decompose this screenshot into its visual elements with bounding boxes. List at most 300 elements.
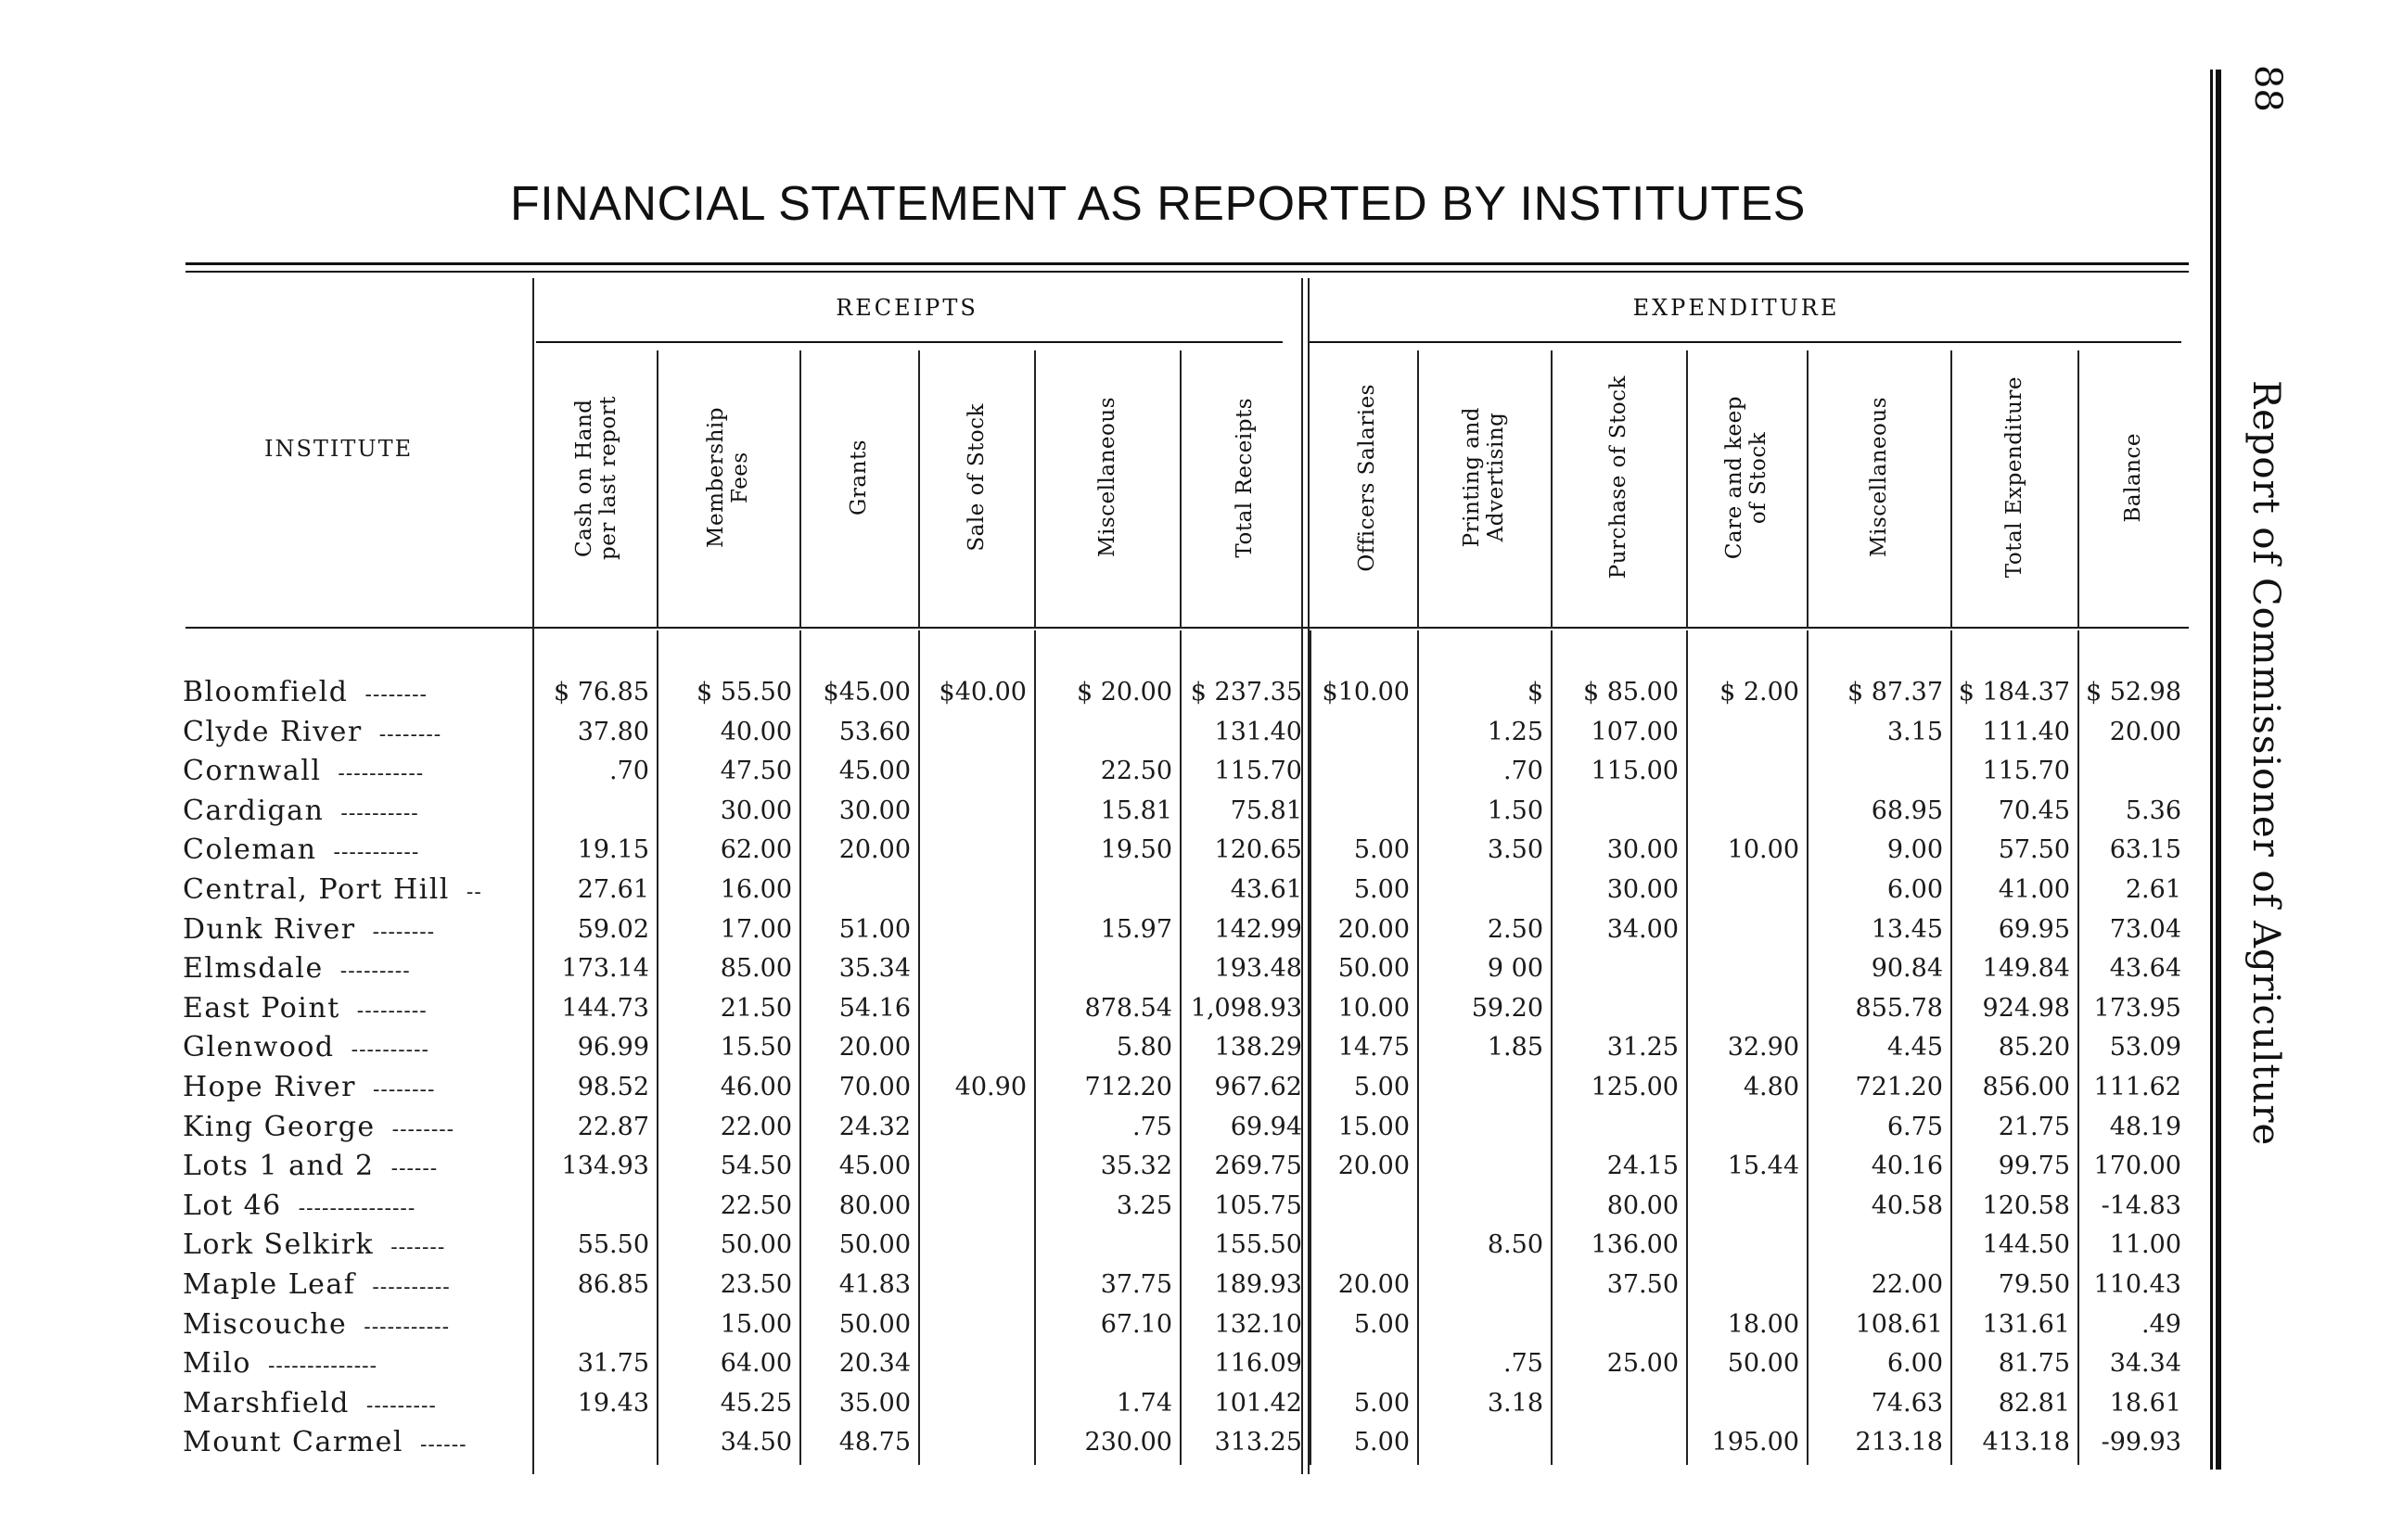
officers-salaries-cell: 5.00 [1353, 875, 1410, 904]
table-row [0, 1225, 2226, 1265]
total-receipts-cell: 101.42 [1214, 1388, 1302, 1418]
dot-leader: ---------- [364, 1276, 451, 1299]
total-expenditure-cell: 57.50 [1998, 835, 2070, 865]
purchase-of-stock-cell: 136.00 [1591, 1230, 1679, 1260]
balance-cell: 20.00 [2109, 717, 2181, 746]
care-keep-stock-cell [1686, 751, 1807, 791]
expenditure-miscellaneous-cell: 22.00 [1871, 1270, 1943, 1299]
balance-cell: 34.34 [2109, 1349, 2181, 1379]
institute-name [183, 712, 530, 755]
printing-advertising-cell: 2.50 [1487, 914, 1543, 944]
care-keep-stock-cell [1686, 948, 1807, 988]
expenditure-miscellaneous-cell: 213.18 [1855, 1428, 1943, 1457]
table-row [0, 1067, 2226, 1107]
table-row [0, 1305, 2226, 1344]
table-row [0, 910, 2226, 949]
header-divider [1950, 350, 1952, 629]
institute-name [183, 948, 530, 991]
receipts-miscellaneous-cell: 67.10 [1100, 1309, 1172, 1339]
sale-of-stock-cell [918, 1265, 1034, 1305]
table-row [0, 1186, 2226, 1226]
column-header-label: Membership Fees [704, 407, 752, 548]
total-expenditure-cell: 413.18 [1982, 1428, 2070, 1457]
total-receipts-cell: 131.40 [1214, 717, 1302, 746]
receipts-group-header: RECEIPTS [836, 295, 978, 321]
total-expenditure-cell: 149.84 [1982, 954, 2070, 984]
header-bottom-rule [185, 627, 2189, 629]
membership-fees-cell: 16.00 [720, 875, 792, 904]
expenditure-miscellaneous-header [1807, 352, 1950, 603]
membership-fees-cell: 22.00 [720, 1112, 792, 1141]
expenditure-miscellaneous-cell: 721.20 [1855, 1073, 1943, 1101]
total-expenditure-cell: 79.50 [1998, 1270, 2070, 1299]
care-keep-stock-cell: 50.00 [1727, 1349, 1799, 1379]
sale-of-stock-cell [918, 1225, 1034, 1265]
cash-on-hand-cell: 96.99 [577, 1033, 649, 1063]
purchase-of-stock-cell [1551, 791, 1686, 831]
side-heading: Report of Commissioner of Agriculture [2244, 380, 2287, 1147]
dot-leader: ------- [383, 1236, 446, 1260]
printing-advertising-cell: $ [1527, 678, 1543, 706]
table-row [0, 791, 2226, 831]
receipts-underline [536, 341, 1283, 343]
purchase-of-stock-cell: $ 85.00 [1582, 678, 1679, 706]
header-divider [2077, 350, 2079, 629]
printing-advertising-cell [1417, 870, 1551, 910]
balance-cell: 5.36 [2125, 795, 2181, 825]
sale-of-stock-cell [918, 1343, 1034, 1383]
printing-advertising-cell [1417, 1107, 1551, 1147]
table-row [0, 1422, 2226, 1462]
purchase-of-stock-cell [1551, 988, 1686, 1028]
institute-name-text: Miscouche [183, 1307, 348, 1341]
purchase-of-stock-cell [1551, 1422, 1686, 1462]
officers-salaries-cell [1317, 791, 1417, 831]
institute-name [183, 672, 530, 715]
dot-leader: -------- [371, 722, 442, 746]
expenditure-miscellaneous-cell: 108.61 [1855, 1309, 1943, 1339]
balance-cell: $ 52.98 [2085, 678, 2181, 706]
expenditure-miscellaneous-cell: 13.45 [1871, 914, 1943, 944]
balance-cell: 43.64 [2109, 954, 2181, 984]
purchase-of-stock-cell: 80.00 [1606, 1190, 1679, 1220]
expenditure-miscellaneous-cell: 6.00 [1886, 875, 1943, 904]
grants-cell: 45.00 [838, 1152, 911, 1181]
receipts-miscellaneous-cell: 15.81 [1100, 795, 1172, 825]
sale-of-stock-cell [918, 870, 1034, 910]
expenditure-miscellaneous-cell: $ 87.37 [1847, 678, 1943, 706]
institute-name-text: Central, Port Hill [183, 873, 450, 906]
institute-name [183, 791, 530, 834]
cash-on-hand-cell: 86.85 [577, 1270, 649, 1299]
receipts-miscellaneous-cell: 22.50 [1100, 757, 1172, 786]
institute-name-text: Mount Carmel [183, 1426, 403, 1459]
receipts-miscellaneous-cell: 5.80 [1116, 1033, 1172, 1063]
purchase-of-stock-cell [1551, 1383, 1686, 1423]
table-row [0, 870, 2226, 910]
grants-cell: 20.34 [838, 1349, 911, 1379]
institute-name-text: Glenwood [183, 1031, 335, 1064]
printing-advertising-cell [1417, 1422, 1551, 1462]
institute-column-header: INSTITUTE [264, 436, 414, 462]
total-receipts-header [1180, 352, 1310, 603]
care-keep-stock-cell: 195.00 [1711, 1428, 1799, 1457]
sale-of-stock-cell [918, 948, 1034, 988]
dot-leader: ---------- [343, 1038, 429, 1063]
cash-on-hand-cell: .70 [609, 757, 649, 786]
printing-advertising-cell: 1.25 [1487, 717, 1543, 746]
dot-leader: -------- [357, 683, 428, 706]
dot-leader: ------ [413, 1433, 467, 1457]
grants-cell: 50.00 [838, 1230, 911, 1260]
grants-cell: $45.00 [823, 678, 911, 706]
sale-of-stock-cell [918, 1422, 1034, 1462]
balance-cell: 18.61 [2109, 1388, 2181, 1418]
institute-name-text: East Point [183, 991, 340, 1025]
header-divider [1686, 350, 1688, 629]
balance-cell: -14.83 [2101, 1190, 2181, 1220]
institute-name-text: Coleman [183, 834, 317, 867]
dot-leader: -------- [384, 1117, 455, 1141]
officers-salaries-cell [1317, 1225, 1417, 1265]
officers-salaries-cell: $10.00 [1322, 678, 1410, 706]
care-keep-stock-cell [1686, 1107, 1807, 1147]
sale-of-stock-cell [918, 712, 1034, 752]
receipts-miscellaneous-cell: .75 [1132, 1112, 1172, 1141]
printing-advertising-cell [1417, 1186, 1551, 1226]
membership-fees-cell: 34.50 [720, 1428, 792, 1457]
grants-cell: 45.00 [838, 757, 911, 786]
membership-fees-cell: 85.00 [720, 954, 792, 984]
balance-cell: 73.04 [2109, 914, 2181, 944]
institute-name [183, 988, 530, 1031]
column-header-label: Sale of Stock [964, 403, 989, 552]
sale-of-stock-cell [918, 830, 1034, 870]
sale-of-stock-cell [918, 910, 1034, 949]
receipts-miscellaneous-cell: 35.32 [1100, 1152, 1172, 1181]
purchase-of-stock-cell [1551, 1107, 1686, 1147]
institute-name-text: Marshfield [183, 1386, 350, 1419]
sale-of-stock-cell [918, 1146, 1034, 1186]
balance-cell: 111.62 [2093, 1073, 2181, 1101]
table-row [0, 1027, 2226, 1067]
receipts-miscellaneous-cell: 712.20 [1084, 1073, 1172, 1101]
sale-of-stock-cell [918, 1383, 1034, 1423]
printing-advertising-cell: 3.50 [1487, 835, 1543, 865]
dot-leader: -------- [364, 920, 436, 944]
cash-on-hand-cell [536, 1305, 657, 1344]
receipts-miscellaneous-cell: 230.00 [1084, 1428, 1172, 1457]
cash-on-hand-cell: 98.52 [577, 1073, 649, 1101]
membership-fees-cell: 50.00 [720, 1230, 792, 1260]
grants-cell: 41.83 [838, 1270, 911, 1299]
balance-cell: 173.95 [2093, 993, 2181, 1023]
officers-salaries-cell [1317, 751, 1417, 791]
care-keep-stock-cell: 4.80 [1743, 1073, 1799, 1101]
expenditure-underline [1310, 341, 2181, 343]
grants-cell: 35.00 [838, 1388, 911, 1418]
cash-on-hand-cell: 22.87 [577, 1112, 649, 1141]
header-divider [1180, 350, 1182, 629]
header-divider [1417, 350, 1419, 629]
care-keep-stock-cell [1686, 910, 1807, 949]
sale-of-stock-cell [918, 1305, 1034, 1344]
total-receipts-cell: 142.99 [1214, 914, 1302, 944]
total-receipts-cell: 313.25 [1214, 1428, 1302, 1457]
printing-advertising-cell [1417, 1067, 1551, 1107]
grants-cell: 20.00 [838, 1033, 911, 1063]
header-divider [799, 350, 801, 629]
expenditure-miscellaneous-cell: 6.75 [1886, 1112, 1943, 1141]
total-expenditure-cell: 111.40 [1982, 717, 2070, 746]
dot-leader: ----------- [330, 762, 425, 786]
dot-leader: --------------- [290, 1196, 416, 1220]
column-header-label: Officers Salaries [1355, 383, 1379, 572]
column-header-label: Miscellaneous [1866, 397, 1891, 558]
institute-name [183, 1383, 530, 1426]
sale-of-stock-cell [918, 988, 1034, 1028]
institute-name [183, 1027, 530, 1070]
grants-cell: 24.32 [838, 1112, 911, 1141]
purchase-of-stock-cell: 107.00 [1591, 717, 1679, 746]
membership-fees-header [657, 352, 799, 603]
table-row [0, 1146, 2226, 1186]
table-row [0, 830, 2226, 870]
care-keep-stock-cell [1686, 712, 1807, 752]
table-row [0, 712, 2226, 752]
dot-leader: ------ [383, 1157, 439, 1181]
header-divider [1807, 350, 1809, 629]
care-keep-stock-cell [1686, 870, 1807, 910]
printing-advertising-header [1417, 352, 1551, 603]
officers-salaries-cell: 5.00 [1353, 1073, 1410, 1101]
cash-on-hand-cell: 55.50 [577, 1230, 649, 1260]
expenditure-miscellaneous-cell: 90.84 [1871, 954, 1943, 984]
expenditure-miscellaneous-cell: 6.00 [1886, 1349, 1943, 1379]
header-divider [918, 350, 920, 629]
dot-leader: --------- [349, 999, 428, 1023]
expenditure-miscellaneous-cell: 9.00 [1886, 835, 1943, 865]
institute-name-text: King George [183, 1110, 376, 1143]
expenditure-miscellaneous-cell: 74.63 [1871, 1388, 1943, 1418]
membership-fees-cell: 21.50 [720, 993, 792, 1023]
membership-fees-cell: 64.00 [720, 1349, 792, 1379]
sale-of-stock-cell [918, 791, 1034, 831]
cash-on-hand-cell: 144.73 [561, 993, 649, 1023]
balance-cell: 63.15 [2109, 835, 2181, 865]
header-divider [1034, 350, 1036, 629]
total-receipts-cell: 43.61 [1230, 875, 1302, 904]
expenditure-miscellaneous-cell: 3.15 [1886, 717, 1943, 746]
page-number: 88 [2246, 65, 2289, 112]
institute-name [183, 1146, 530, 1189]
receipts-miscellaneous-cell [1034, 1343, 1180, 1383]
cash-on-hand-cell: 134.93 [561, 1152, 649, 1181]
cash-on-hand-cell: 173.14 [561, 954, 649, 984]
cash-on-hand-cell: $ 76.85 [553, 678, 649, 706]
officers-salaries-cell: 20.00 [1337, 1270, 1410, 1299]
grants-cell [799, 870, 918, 910]
expenditure-miscellaneous-cell [1807, 751, 1950, 791]
total-receipts-cell: 193.48 [1214, 954, 1302, 984]
institute-name-text: Milo [183, 1347, 251, 1381]
printing-advertising-cell [1417, 1305, 1551, 1344]
table-row [0, 672, 2226, 712]
institute-name-text: Hope River [183, 1071, 356, 1103]
table-top-rule [185, 262, 2189, 265]
dot-leader: --------- [332, 960, 411, 984]
printing-advertising-cell: 3.18 [1487, 1388, 1543, 1418]
membership-fees-cell: 15.50 [720, 1033, 792, 1063]
total-expenditure-cell: 82.81 [1998, 1388, 2070, 1418]
care-keep-stock-cell [1686, 1383, 1807, 1423]
receipts-miscellaneous-cell: 15.97 [1100, 914, 1172, 944]
sale-of-stock-header [918, 352, 1034, 603]
cash-on-hand-cell: 19.15 [577, 835, 649, 865]
cash-on-hand-cell: 59.02 [577, 914, 649, 944]
receipts-miscellaneous-cell [1034, 948, 1180, 988]
total-receipts-cell: 155.50 [1214, 1230, 1302, 1260]
care-keep-stock-cell [1686, 988, 1807, 1028]
grants-cell: 35.34 [838, 954, 911, 984]
printing-advertising-cell: 1.85 [1487, 1033, 1543, 1063]
cash-on-hand-cell: 37.80 [577, 717, 649, 746]
table-row [0, 1107, 2226, 1147]
care-keep-stock-cell: 18.00 [1727, 1309, 1799, 1339]
table-row [0, 948, 2226, 988]
printing-advertising-cell: 59.20 [1471, 993, 1543, 1023]
balance-header [2077, 352, 2189, 603]
institute-name [183, 1186, 530, 1228]
total-expenditure-cell: 144.50 [1982, 1230, 2070, 1260]
balance-cell: 2.61 [2125, 875, 2181, 904]
column-header-label: Miscellaneous [1094, 397, 1119, 558]
officers-salaries-cell: 10.00 [1337, 993, 1410, 1023]
expenditure-miscellaneous-cell: 40.16 [1871, 1152, 1943, 1181]
institute-name [183, 870, 530, 912]
column-header-label: Purchase of Stock [1606, 375, 1630, 579]
dot-leader: ----------- [326, 841, 420, 865]
grants-cell: 48.75 [838, 1428, 911, 1457]
table-top-rule-2 [185, 271, 2189, 273]
purchase-of-stock-cell: 34.00 [1606, 914, 1679, 944]
institute-name [183, 751, 530, 794]
officers-salaries-cell: 5.00 [1353, 835, 1410, 865]
grants-cell: 51.00 [838, 914, 911, 944]
total-receipts-cell: 1,098.93 [1190, 993, 1302, 1023]
page-title: FINANCIAL STATEMENT AS REPORTED BY INSTITUTES [510, 177, 1806, 231]
total-receipts-cell: 967.62 [1214, 1073, 1302, 1101]
table-row [0, 751, 2226, 791]
header-divider [1551, 350, 1553, 629]
total-expenditure-cell: 41.00 [1998, 875, 2070, 904]
grants-cell: 54.16 [838, 993, 911, 1023]
cash-on-hand-header [536, 352, 657, 603]
total-expenditure-cell: 924.98 [1982, 993, 2070, 1023]
expenditure-miscellaneous-cell: 68.95 [1871, 795, 1943, 825]
dot-leader: --------- [358, 1394, 437, 1418]
care-keep-stock-cell [1686, 1225, 1807, 1265]
total-expenditure-cell: 115.70 [1982, 757, 2070, 786]
balance-cell: -99.93 [2101, 1428, 2181, 1457]
dot-leader: ---------- [333, 801, 419, 825]
care-keep-stock-cell [1686, 1265, 1807, 1305]
dot-leader: -- [458, 881, 482, 904]
balance-cell: 48.19 [2109, 1112, 2181, 1141]
officers-salaries-cell: 5.00 [1353, 1388, 1410, 1418]
total-receipts-cell: 189.93 [1214, 1270, 1302, 1299]
expenditure-miscellaneous-cell [1807, 1225, 1950, 1265]
institute-name-text: Lork Selkirk [183, 1228, 375, 1262]
care-keep-stock-cell [1686, 791, 1807, 831]
printing-advertising-cell: 9 00 [1487, 954, 1543, 984]
institute-name [183, 1422, 530, 1465]
purchase-of-stock-cell: 31.25 [1606, 1033, 1679, 1063]
total-expenditure-cell: 85.20 [1998, 1033, 2070, 1063]
total-expenditure-header [1950, 352, 2077, 603]
table-row [0, 988, 2226, 1028]
expenditure-group-header: EXPENDITURE [1632, 295, 1840, 321]
purchase-of-stock-cell: 125.00 [1591, 1073, 1679, 1101]
membership-fees-cell: 47.50 [720, 757, 792, 786]
officers-salaries-cell [1317, 1343, 1417, 1383]
purchase-of-stock-header [1551, 352, 1686, 603]
purchase-of-stock-cell: 30.00 [1606, 835, 1679, 865]
purchase-of-stock-cell: 37.50 [1606, 1270, 1679, 1299]
receipts-miscellaneous-cell: 1.74 [1116, 1388, 1172, 1418]
column-header-label: Care and keep of Stock [1722, 395, 1770, 560]
column-header-label: Cash on Hand per last report [572, 395, 620, 560]
membership-fees-cell: 40.00 [720, 717, 792, 746]
table-row [0, 1265, 2226, 1305]
balance-cell: 53.09 [2109, 1033, 2181, 1063]
balance-cell: 110.43 [2093, 1270, 2181, 1299]
officers-salaries-cell: 15.00 [1337, 1112, 1410, 1141]
receipts-miscellaneous-cell: 3.25 [1116, 1190, 1172, 1220]
total-expenditure-cell: $ 184.37 [1958, 678, 2070, 706]
total-expenditure-cell: 69.95 [1998, 914, 2070, 944]
printing-advertising-cell: 1.50 [1487, 795, 1543, 825]
institute-name [183, 1225, 530, 1267]
dot-leader: -------------- [260, 1355, 378, 1379]
cash-on-hand-cell: 19.43 [577, 1388, 649, 1418]
receipts-miscellaneous-cell [1034, 870, 1180, 910]
header-divider [657, 350, 658, 629]
column-header-label: Balance [2121, 432, 2145, 523]
institute-name-text: Bloomfield [183, 676, 349, 708]
membership-fees-cell: 15.00 [720, 1309, 792, 1339]
table-row [0, 1383, 2226, 1423]
grants-cell: 53.60 [838, 717, 911, 746]
printing-advertising-cell [1417, 1146, 1551, 1186]
column-header-label: Printing and Advertising [1460, 407, 1508, 548]
institute-name-text: Lot 46 [183, 1189, 282, 1222]
printing-advertising-cell: .70 [1503, 757, 1543, 786]
dot-leader: ----------- [356, 1315, 451, 1339]
institute-name [183, 910, 530, 952]
officers-salaries-cell: 20.00 [1337, 1152, 1410, 1181]
column-header-label: Grants [847, 439, 871, 515]
institute-name-text: Dunk River [183, 912, 356, 946]
sale-of-stock-cell [918, 1186, 1034, 1226]
sale-of-stock-cell: $40.00 [939, 678, 1027, 706]
grants-cell: 70.00 [838, 1073, 911, 1101]
membership-fees-cell: 46.00 [720, 1073, 792, 1101]
balance-cell [2077, 751, 2189, 791]
receipts-miscellaneous-cell: 19.50 [1100, 835, 1172, 865]
printing-advertising-cell [1417, 1265, 1551, 1305]
total-receipts-cell: 105.75 [1214, 1190, 1302, 1220]
